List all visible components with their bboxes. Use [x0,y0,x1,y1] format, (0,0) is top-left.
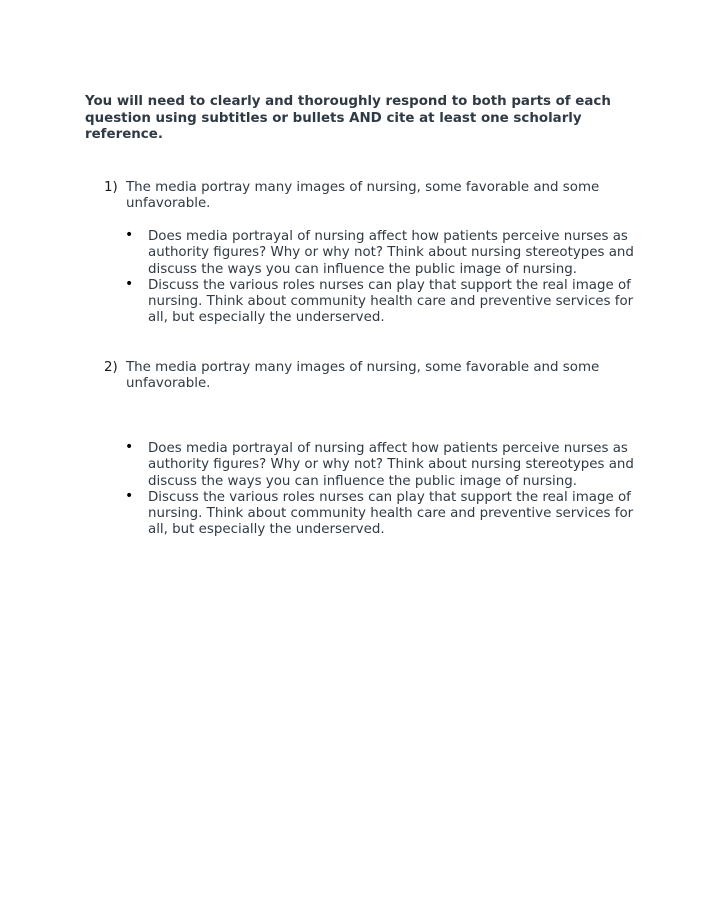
bullet-item [125,275,635,327]
bullet-item [125,229,635,278]
bullet-item [125,441,635,490]
bullet-text: Does media portrayal of nursing affect how patients perceive nurses as authority figures? Why or why not? Think about nursing stereotypes and discuss the ways you can influence the public image of nursing. [148,441,634,489]
bullet-item [125,487,635,539]
bullet-dot-icon: • [125,275,134,292]
question-1-bullets [125,229,635,327]
bullet-dot-icon: • [125,227,134,243]
bullet-text: Discuss the various roles nurses can play that support the real image of nursing. Think about community health care and preventive services for all, but especially the underserved. [148,277,634,326]
bullet-dot-icon: • [125,487,134,504]
question-text: The media portray many images of nursing, some favorable and some unfavorable. [126,180,600,212]
bullet-text: Does media portrayal of nursing affect how patients perceive nurses as authority figures? Why or why not? Think about nursing stereotypes and discuss the ways you can influence the public image of nursing. [148,229,634,277]
question-number: 1) [104,180,118,195]
question-text: The media portray many images of nursing, some favorable and some unfavorable. [126,360,600,392]
question-number: 2) [104,360,118,375]
instruction-heading: You will need to clearly and thoroughly respond to both parts of each question using subtitles or bullets AND cite at least one scholarly reference. [85,94,611,142]
bullet-dot-icon: • [125,439,134,455]
bullet-text: Discuss the various roles nurses can play that support the real image of nursing. Think about community health care and preventive services for all, but especially the underserved. [148,489,634,538]
question-2-bullets [125,441,635,539]
